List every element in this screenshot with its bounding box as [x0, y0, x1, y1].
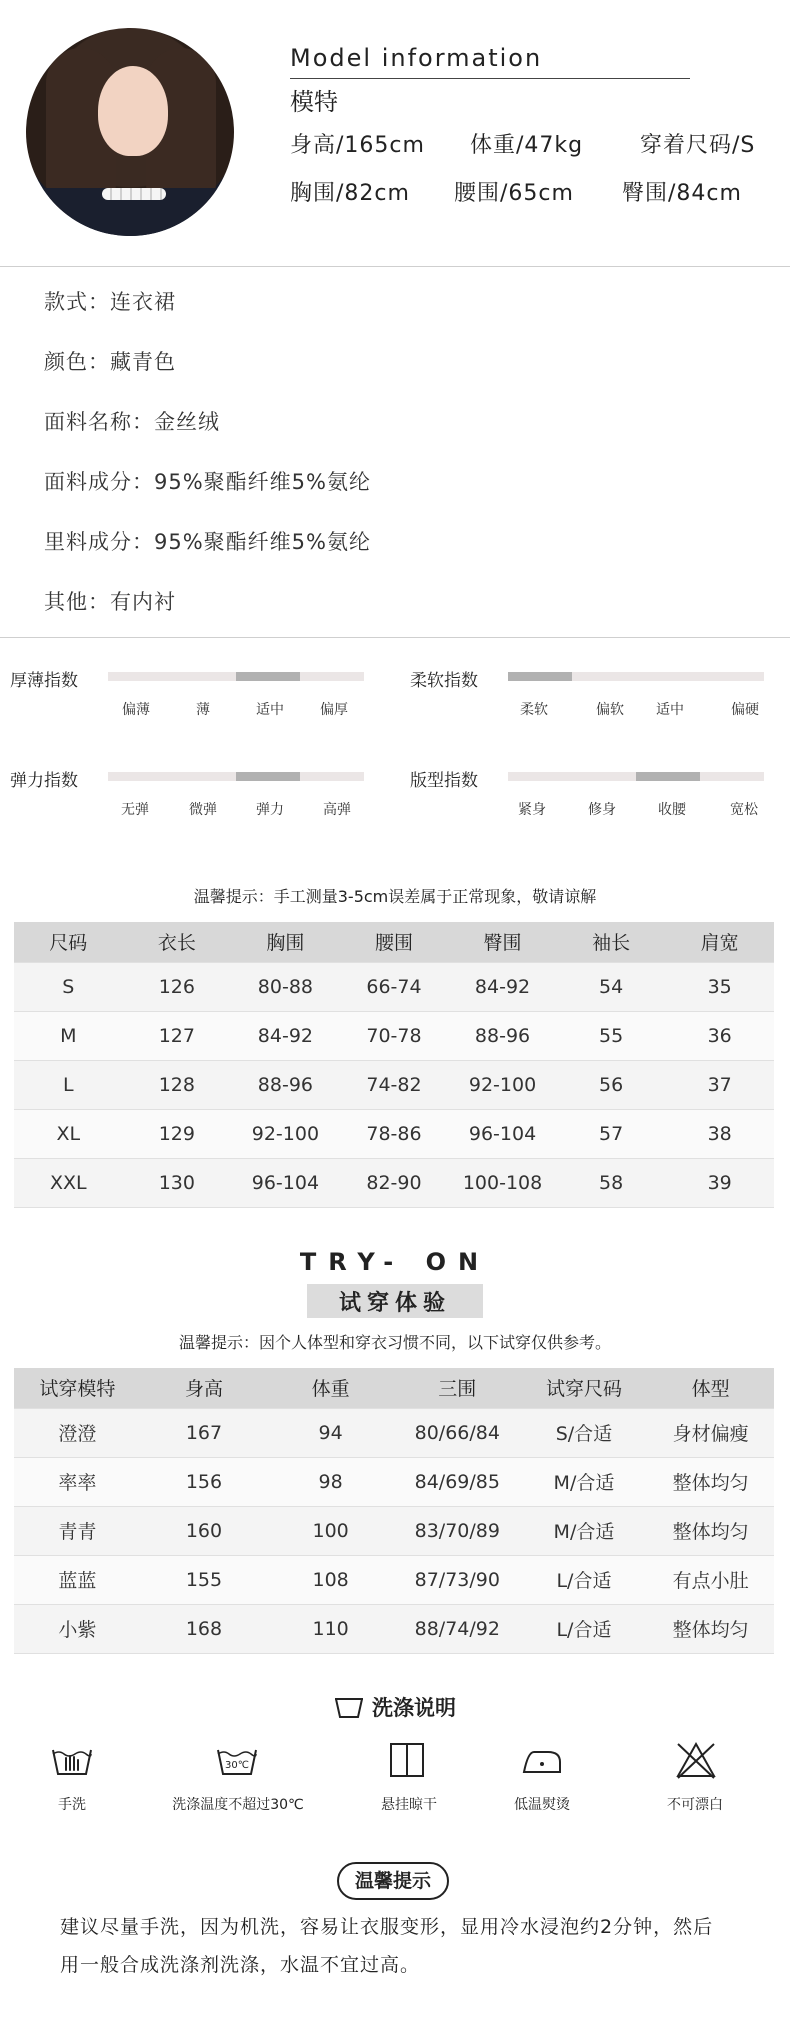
table-cell: 100 [267, 1506, 394, 1555]
table-cell: 88-96 [448, 1011, 557, 1060]
divider [0, 637, 790, 638]
table-cell: 35 [665, 962, 774, 1011]
table-header: 袖长 [557, 922, 666, 962]
tryon-tip: 温馨提示：因个人体型和穿衣习惯不同，以下试穿仅供参考。 [178, 1333, 611, 1352]
table-cell: 82-90 [340, 1158, 449, 1207]
table-cell: L [14, 1060, 123, 1109]
index-tick: 微弹 [189, 802, 217, 818]
model-waist: 腰围/65cm [454, 181, 574, 206]
table-cell: 56 [557, 1060, 666, 1109]
table-row [14, 1506, 774, 1555]
index-fill-elasticity [236, 772, 300, 781]
index-label-softness: 柔软指数 [410, 671, 478, 691]
washing-header [0, 1692, 790, 1722]
detail-lining-composition: 里料成分：95%聚酯纤维5%氨纶 [44, 530, 371, 554]
table-row [14, 1457, 774, 1506]
table-cell: 98 [267, 1457, 394, 1506]
warm-tip-line: 建议尽量手洗，因为机洗，容易让衣服变形，显用冷水浸泡约2分钟，然后 [60, 1916, 714, 1938]
index-tick: 偏薄 [122, 702, 150, 718]
index-tick: 无弹 [121, 802, 149, 818]
model-bust: 胸围/82cm [290, 181, 410, 206]
table-cell: S/合适 [521, 1408, 648, 1457]
table-header: 尺码 [14, 922, 123, 962]
wash-tub-icon [334, 1695, 364, 1719]
table-row [14, 1060, 774, 1109]
table-cell: 96-104 [448, 1109, 557, 1158]
table-cell: 有点小肚 [647, 1555, 774, 1604]
index-bar-thickness [108, 672, 364, 681]
table-cell: 54 [557, 962, 666, 1011]
model-size: 穿着尺码/S [640, 133, 756, 158]
table-cell: 156 [141, 1457, 268, 1506]
table-row [14, 962, 774, 1011]
table-cell: 92-100 [448, 1060, 557, 1109]
detail-other: 其他：有内衬 [44, 590, 176, 614]
table-cell: 55 [557, 1011, 666, 1060]
model-height: 身高/165cm [290, 133, 425, 158]
low-iron-icon [520, 1742, 564, 1782]
table-cell: M/合适 [521, 1506, 648, 1555]
no-bleach-icon [674, 1740, 718, 1780]
table-cell: 155 [141, 1555, 268, 1604]
table-row [14, 1011, 774, 1060]
table-cell: 70-78 [340, 1011, 449, 1060]
table-header: 衣长 [123, 922, 232, 962]
table-header: 臀围 [448, 922, 557, 962]
detail-fabric-composition: 面料成分：95%聚酯纤维5%氨纶 [44, 470, 371, 494]
table-row [14, 1604, 774, 1653]
model-hip: 臀围/84cm [622, 181, 742, 206]
table-cell: 澄澄 [14, 1408, 141, 1457]
table-cell: XL [14, 1109, 123, 1158]
table-cell: 36 [665, 1011, 774, 1060]
hang-dry-icon [385, 1740, 429, 1780]
table-cell: 100-108 [448, 1158, 557, 1207]
table-cell: 80-88 [231, 962, 340, 1011]
table-row [14, 1158, 774, 1207]
table-cell: XXL [14, 1158, 123, 1207]
table-cell: 129 [123, 1109, 232, 1158]
table-cell: 青青 [14, 1506, 141, 1555]
table-cell: M [14, 1011, 123, 1060]
table-cell: 130 [123, 1158, 232, 1207]
table-cell: 74-82 [340, 1060, 449, 1109]
table-cell: 率率 [14, 1457, 141, 1506]
index-fill-thickness [236, 672, 300, 681]
table-row [14, 1555, 774, 1604]
index-tick: 修身 [588, 802, 616, 818]
table-cell: 66-74 [340, 962, 449, 1011]
table-cell: 87/73/90 [394, 1555, 521, 1604]
table-cell: 160 [141, 1506, 268, 1555]
table-cell: 84-92 [448, 962, 557, 1011]
wash-label-iron: 低温熨烫 [514, 1797, 570, 1813]
tryon-title-en: TRY- ON [299, 1248, 491, 1276]
table-cell: 88-96 [231, 1060, 340, 1109]
table-header: 肩宽 [665, 922, 774, 962]
table-cell: 96-104 [231, 1158, 340, 1207]
model-section [0, 0, 790, 265]
size-table-tip: 温馨提示：手工测量3-5cm误差属于正常现象，敬请谅解 [193, 887, 597, 906]
index-label-elasticity: 弹力指数 [10, 771, 78, 791]
table-cell: L/合适 [521, 1604, 648, 1653]
table-row [14, 1109, 774, 1158]
table-cell: 168 [141, 1604, 268, 1653]
tryon-title-cn: 试穿体验 [338, 1291, 451, 1316]
washing-title: 洗涤说明 [372, 1696, 456, 1720]
model-weight: 体重/47kg [470, 133, 584, 158]
table-cell: 92-100 [231, 1109, 340, 1158]
table-cell: S [14, 962, 123, 1011]
table-cell: 128 [123, 1060, 232, 1109]
index-tick: 薄 [196, 702, 210, 718]
table-cell: 110 [267, 1604, 394, 1653]
size-table-header-row [14, 922, 774, 962]
model-avatar [26, 28, 234, 236]
table-cell: 167 [141, 1408, 268, 1457]
detail-style: 款式：连衣裙 [44, 290, 176, 314]
table-cell: 94 [267, 1408, 394, 1457]
index-label-fit: 版型指数 [410, 771, 478, 791]
index-tick: 弹力 [256, 802, 284, 818]
table-header: 试穿模特 [14, 1368, 141, 1408]
table-cell: 84/69/85 [394, 1457, 521, 1506]
table-header: 体型 [647, 1368, 774, 1408]
warm-tip-badge: 温馨提示 [337, 1862, 449, 1900]
table-cell: 108 [267, 1555, 394, 1604]
table-cell: 整体均匀 [647, 1604, 774, 1653]
table-cell: 38 [665, 1109, 774, 1158]
table-cell: 身材偏瘦 [647, 1408, 774, 1457]
table-cell: 80/66/84 [394, 1408, 521, 1457]
table-header: 腰围 [340, 922, 449, 962]
index-tick: 偏软 [596, 702, 624, 718]
index-tick: 宽松 [730, 802, 758, 818]
table-cell: 整体均匀 [647, 1506, 774, 1555]
table-cell: 84-92 [231, 1011, 340, 1060]
table-cell: 蓝蓝 [14, 1555, 141, 1604]
table-header: 体重 [267, 1368, 394, 1408]
hand-wash-icon [50, 1740, 94, 1780]
wash-30-badge: 30℃ [225, 1760, 249, 1771]
table-cell: M/合适 [521, 1457, 648, 1506]
table-cell: 126 [123, 962, 232, 1011]
index-tick: 高弹 [323, 802, 351, 818]
tryon-table [14, 1368, 774, 1654]
size-table [14, 922, 774, 1208]
index-tick: 紧身 [518, 802, 546, 818]
table-header: 胸围 [231, 922, 340, 962]
index-bar-elasticity [108, 772, 364, 781]
index-label-thickness: 厚薄指数 [10, 671, 78, 691]
index-bar-fit [508, 772, 764, 781]
table-cell: 58 [557, 1158, 666, 1207]
table-cell: 88/74/92 [394, 1604, 521, 1653]
wash-label-hang: 悬挂晾干 [381, 1797, 437, 1813]
table-cell: 83/70/89 [394, 1506, 521, 1555]
detail-color: 颜色：藏青色 [44, 350, 176, 374]
table-row [14, 1408, 774, 1457]
index-tick: 适中 [256, 702, 284, 718]
table-header: 试穿尺码 [521, 1368, 648, 1408]
index-fill-softness [508, 672, 572, 681]
index-tick: 收腰 [658, 802, 686, 818]
index-bar-softness [508, 672, 764, 681]
detail-fabric-name: 面料名称：金丝绒 [44, 410, 220, 434]
table-cell: 小紫 [14, 1604, 141, 1653]
table-cell: 整体均匀 [647, 1457, 774, 1506]
table-cell: 57 [557, 1109, 666, 1158]
divider [0, 266, 790, 267]
model-info-title: Model information [290, 44, 543, 72]
warm-tip-line: 用一般合成洗涤剂洗涤，水温不宜过高。 [60, 1954, 421, 1976]
avatar-face [98, 66, 168, 156]
table-cell: 78-86 [340, 1109, 449, 1158]
model-cn-title: 模特 [290, 88, 338, 116]
table-header: 身高 [141, 1368, 268, 1408]
table-header: 三围 [394, 1368, 521, 1408]
index-tick: 适中 [656, 702, 684, 718]
model-title-underline [290, 78, 690, 79]
wash-label-hand: 手洗 [58, 1797, 86, 1813]
avatar-necklace [102, 188, 166, 200]
wash-label-30: 洗涤温度不超过30℃ [172, 1797, 304, 1813]
table-cell: 37 [665, 1060, 774, 1109]
index-tick: 偏硬 [731, 702, 759, 718]
tryon-table-header-row [14, 1368, 774, 1408]
table-cell: L/合适 [521, 1555, 648, 1604]
index-tick: 柔软 [520, 702, 548, 718]
table-cell: 127 [123, 1011, 232, 1060]
wash-label-bleach: 不可漂白 [667, 1797, 723, 1813]
table-cell: 39 [665, 1158, 774, 1207]
index-fill-fit [636, 772, 700, 781]
index-tick: 偏厚 [320, 702, 348, 718]
